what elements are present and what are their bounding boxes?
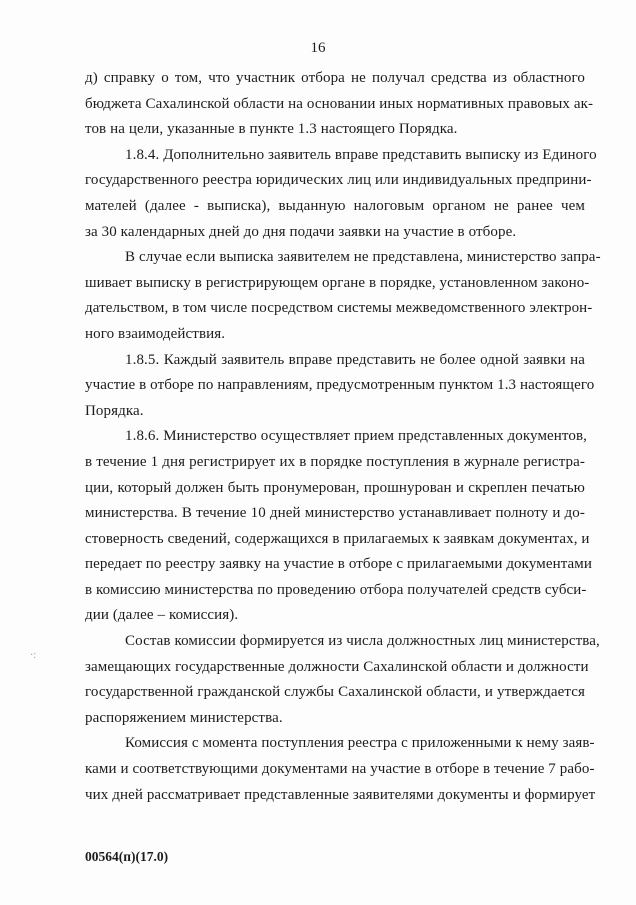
text-line: 1.8.5. Каждый заявитель вправе представить не более одной заявки на [125,351,585,368]
document-body [85,66,601,808]
text-line: ции, который должен быть пронумерован, прошнурован и скреплен печатью [85,479,585,496]
text-line: в течение 1 дня регистрирует их в порядке поступления в журнале регистра- [85,453,585,470]
text-line: в комиссию министерства по проведению отбора получателей средств субси- [85,581,587,598]
text-line: Порядка. [85,402,144,419]
text-line: распоряжением министерства. [85,709,283,726]
text-line: д) справку о том, что участник отбора не получал средства из областного [85,70,585,86]
text-line: шивает выписку в регистрирующем органе в порядке, установленном законо- [85,274,590,291]
text-line: В случае если выписка заявителем не представлена, министерство запра- [125,249,601,266]
text-line: министерства. В течение 10 дней министерство устанавливает полноту и до- [85,505,585,522]
scan-artifact: ·: [30,650,37,661]
text-line: бюджета Сахалинской области на основании иных нормативных правовых ак- [85,95,594,112]
page-number: 16 [310,40,326,56]
paragraph-1-8-6 [85,424,593,629]
paragraph-commission-review [85,731,596,808]
text-line: государственной гражданской службы Сахалинской области, и утверждается [85,684,585,701]
document-code: 00564(п)(17.0) [85,849,169,864]
text-line: передает по реестру заявку на участие в отборе с прилагаемыми документами [85,556,593,573]
paragraph-item-d [85,66,594,143]
text-line: дии (далее – комиссия). [85,607,239,624]
text-line: чих дней рассматривает представленные заявителями документы и формирует [85,786,596,803]
text-line: участие в отборе по направлениям, предусмотренным пунктом 1.3 настоящего [85,377,595,394]
text-line: Состав комиссии формируется из числа должностных лиц министерства, [125,633,600,650]
text-line: ного взаимодействия. [85,325,226,342]
text-line: стоверность сведений, содержащихся в прилагаемых к заявкам документах, и [85,530,590,547]
text-line: государственного реестра юридических лиц или индивидуальных предприни- [85,172,592,189]
paragraph-extract-request [85,245,601,347]
text-line: дательством, в том числе посредством системы межведомственного электрон- [85,300,593,317]
paragraph-1-8-5 [85,348,595,425]
text-line: мателей (далее - выписка), выданную налоговым органом не ранее чем [85,197,585,214]
text-line: 1.8.6. Министерство осуществляет прием представленных документов, [125,428,588,445]
text-line: 1.8.4. Дополнительно заявитель вправе представить выписку из Единого [125,146,597,163]
text-line: за 30 календарных дней до дня подачи заявки на участие в отборе. [85,223,517,240]
text-line: замещающих государственные должности Сахалинской области и должности [85,658,589,675]
text-line: ками и соответствующими документами на участие в отборе в течение 7 рабо- [85,761,595,778]
text-line: тов на цели, указанные в пункте 1.3 настоящего Порядка. [85,121,458,138]
paragraph-1-8-4 [85,143,597,245]
paragraph-commission-composition [85,629,600,731]
text-line: Комиссия с момента поступления реестра с приложенными к нему заяв- [125,735,595,752]
